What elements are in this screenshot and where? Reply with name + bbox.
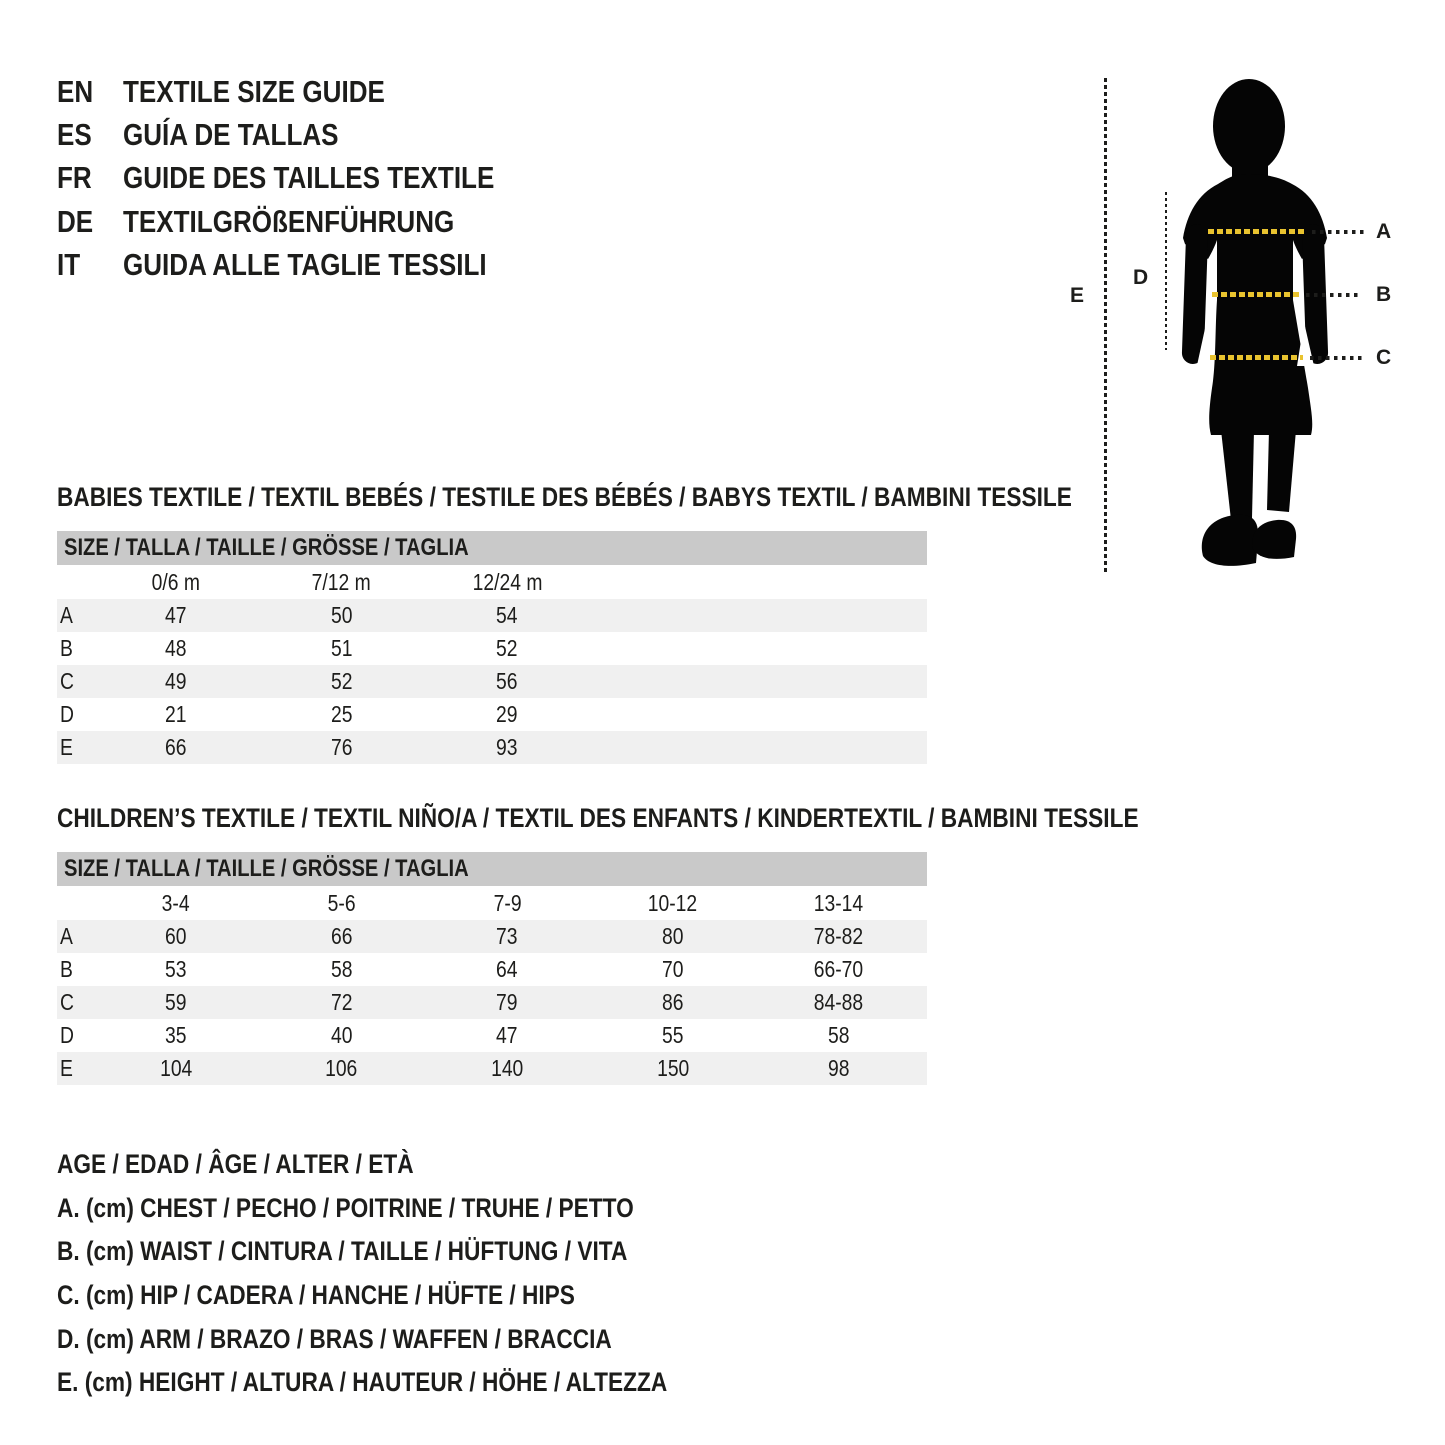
measure-label-a: A xyxy=(1376,220,1392,243)
size-cell: 52 xyxy=(496,635,518,661)
children-section-title: CHILDREN’S TEXTILE / TEXTIL NIÑO/A / TEXTIL DES ENFANTS / KINDERTEXTIL / BAMBINI TESSILE xyxy=(57,803,1139,833)
row-label: C xyxy=(60,668,74,694)
column-header: 7/12 m xyxy=(311,568,372,595)
children-column-headers xyxy=(57,886,927,920)
page-title-fr: GUIDE DES TAILLES TEXTILE xyxy=(123,160,495,196)
size-cell: 58 xyxy=(330,956,353,982)
size-cell: 66 xyxy=(330,923,353,949)
arm-measure-line-d xyxy=(1165,192,1167,350)
size-cell: 70 xyxy=(662,956,684,982)
table-row xyxy=(57,986,927,1019)
column-header: 0/6 m xyxy=(151,568,201,595)
size-cell: 76 xyxy=(330,734,353,760)
legend-waist: B. (cm) WAIST / CINTURA / TAILLE / HÜFTUNG / VITA xyxy=(57,1236,628,1267)
silhouette-right-shoe xyxy=(1252,520,1296,559)
measure-label-e: E xyxy=(1070,284,1085,307)
header-line-fr xyxy=(57,157,565,200)
size-cell: 35 xyxy=(165,1022,187,1048)
table-row xyxy=(57,920,927,953)
row-label: B xyxy=(60,956,73,982)
size-cell: 47 xyxy=(496,1022,518,1048)
size-cell: 73 xyxy=(496,923,518,949)
column-header: 13-14 xyxy=(813,889,864,916)
header-line-de xyxy=(57,200,565,243)
size-cell: 48 xyxy=(165,635,187,661)
lang-code-en: EN xyxy=(57,73,94,109)
page-title-de: TEXTILGRÖßENFÜHRUNG xyxy=(123,203,455,239)
row-label: D xyxy=(60,1022,74,1048)
column-header: 3-4 xyxy=(161,889,190,916)
waist-measure-dash-b xyxy=(1212,292,1300,297)
measure-label-b: B xyxy=(1376,283,1392,306)
hip-leader-dots-c xyxy=(1310,356,1362,360)
table-row xyxy=(57,953,927,986)
size-cell: 60 xyxy=(165,923,187,949)
size-cell: 140 xyxy=(491,1055,524,1081)
size-cell: 52 xyxy=(330,668,353,694)
hip-measure-dash-c xyxy=(1210,355,1303,360)
row-label: C xyxy=(60,989,74,1015)
babies-rows xyxy=(57,599,927,764)
size-cell: 104 xyxy=(159,1055,192,1081)
measurement-legend xyxy=(57,1143,783,1405)
column-header: 10-12 xyxy=(648,889,698,916)
table-row xyxy=(57,1019,927,1052)
row-label: A xyxy=(60,602,73,628)
size-cell: 56 xyxy=(496,668,518,694)
size-cell: 84-88 xyxy=(813,989,864,1015)
page-title-en: TEXTILE SIZE GUIDE xyxy=(123,73,385,109)
page-title-es: GUÍA DE TALLAS xyxy=(123,117,339,153)
babies-size-header-bar: SIZE / TALLA / TAILLE / GRÖSSE / TAGLIA xyxy=(57,531,927,565)
silhouette-left-shoe xyxy=(1202,515,1258,566)
size-cell: 66-70 xyxy=(813,956,864,982)
table-row xyxy=(57,599,927,632)
size-cell: 54 xyxy=(496,602,518,628)
size-cell: 78-82 xyxy=(813,923,864,949)
measure-label-c: C xyxy=(1376,346,1392,369)
header-line-it xyxy=(57,244,565,287)
size-cell: 64 xyxy=(496,956,518,982)
table-row xyxy=(57,731,927,764)
table-row xyxy=(57,665,927,698)
size-cell: 106 xyxy=(325,1055,358,1081)
table-row xyxy=(57,698,927,731)
legend-chest: A. (cm) CHEST / PECHO / POITRINE / TRUHE / PETTO xyxy=(57,1192,634,1223)
column-header: 7-9 xyxy=(493,889,522,916)
header-line-es xyxy=(57,113,565,156)
size-cell: 150 xyxy=(656,1055,690,1081)
measure-label-d: D xyxy=(1133,266,1149,289)
table-row xyxy=(57,1052,927,1085)
size-cell: 80 xyxy=(662,923,684,949)
size-cell: 53 xyxy=(165,956,187,982)
column-header: 12/24 m xyxy=(472,568,543,595)
table-row xyxy=(57,632,927,665)
legend-arm: D. (cm) ARM / BRAZO / BRAS / WAFFEN / BRACCIA xyxy=(57,1323,612,1354)
children-size-table xyxy=(57,852,927,1085)
lang-code-es: ES xyxy=(57,117,92,153)
size-cell: 66 xyxy=(165,734,187,760)
row-label: E xyxy=(60,734,73,760)
size-cell: 79 xyxy=(496,989,518,1015)
size-cell: 55 xyxy=(662,1022,684,1048)
size-cell: 72 xyxy=(330,989,353,1015)
language-header xyxy=(57,70,565,287)
chest-measure-dash-a xyxy=(1208,229,1304,234)
chest-leader-dots-a xyxy=(1312,230,1364,234)
waist-leader-dots-b xyxy=(1306,293,1362,297)
size-cell: 93 xyxy=(496,734,518,760)
size-cell: 98 xyxy=(827,1055,850,1081)
size-cell: 40 xyxy=(330,1022,353,1048)
children-size-header-bar: SIZE / TALLA / TAILLE / GRÖSSE / TAGLIA xyxy=(57,852,927,886)
size-cell: 51 xyxy=(330,635,353,661)
size-cell: 58 xyxy=(827,1022,850,1048)
silhouette-shorts xyxy=(1209,300,1312,435)
silhouette-right-leg xyxy=(1267,430,1296,512)
legend-hip: C. (cm) HIP / CADERA / HANCHE / HÜFTE / HIPS xyxy=(57,1280,575,1311)
size-cell: 49 xyxy=(165,668,187,694)
row-label: E xyxy=(60,1055,73,1081)
size-cell: 47 xyxy=(165,602,187,628)
page-title-it: GUIDA ALLE TAGLIE TESSILI xyxy=(123,247,487,283)
size-cell: 50 xyxy=(330,602,353,628)
size-cell: 29 xyxy=(496,701,518,727)
row-label: B xyxy=(60,635,73,661)
lang-code-it: IT xyxy=(57,247,81,283)
children-rows xyxy=(57,920,927,1085)
size-cell: 25 xyxy=(330,701,353,727)
row-label: A xyxy=(60,923,73,949)
lang-code-fr: FR xyxy=(57,160,92,196)
babies-size-table xyxy=(57,531,927,764)
babies-column-headers xyxy=(57,565,927,599)
legend-age: AGE / EDAD / ÂGE / ALTER / ETÀ xyxy=(57,1149,414,1180)
legend-height: E. (cm) HEIGHT / ALTURA / HAUTEUR / HÖHE / ALTEZZA xyxy=(57,1367,668,1398)
header-line-en xyxy=(57,70,565,113)
size-cell: 59 xyxy=(165,989,187,1015)
lang-code-de: DE xyxy=(57,203,94,239)
size-cell: 21 xyxy=(165,701,187,727)
size-cell: 86 xyxy=(662,989,684,1015)
row-label: D xyxy=(60,701,74,727)
column-header: 5-6 xyxy=(327,889,356,916)
babies-section-title: BABIES TEXTILE / TEXTIL BEBÉS / TESTILE DES BÉBÉS / BABYS TEXTIL / BAMBINI TESSILE xyxy=(57,482,1072,512)
